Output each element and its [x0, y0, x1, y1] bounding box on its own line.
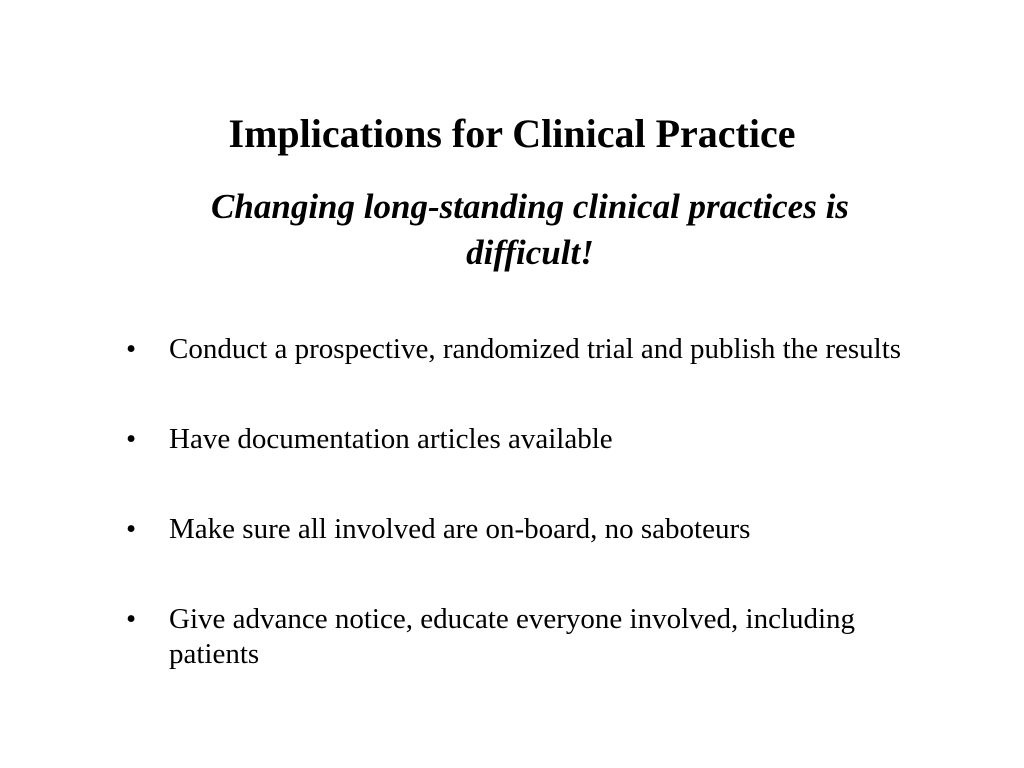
slide-title: Implications for Clinical Practice — [228, 111, 796, 156]
bullet-item — [126, 422, 926, 457]
bullet-text: Conduct a prospective, randomized trial and publish the results — [169, 333, 902, 365]
bullet-text: Make sure all involved are on-board, no saboteurs — [169, 513, 751, 545]
slide-subtitle: Changing long-standing clinical practices is difficult! — [211, 187, 849, 272]
bullet-icon: • — [126, 603, 137, 635]
bullet-item — [126, 332, 926, 367]
bullet-list — [126, 332, 926, 727]
bullet-text: Have documentation articles available — [169, 423, 613, 455]
bullet-icon: • — [126, 513, 137, 545]
bullet-text: Give advance notice, educate everyone involved, including patients — [169, 603, 856, 670]
bullet-item — [126, 512, 926, 547]
bullet-icon: • — [126, 333, 137, 365]
bullet-icon: • — [126, 423, 137, 455]
bullet-item — [126, 602, 926, 672]
